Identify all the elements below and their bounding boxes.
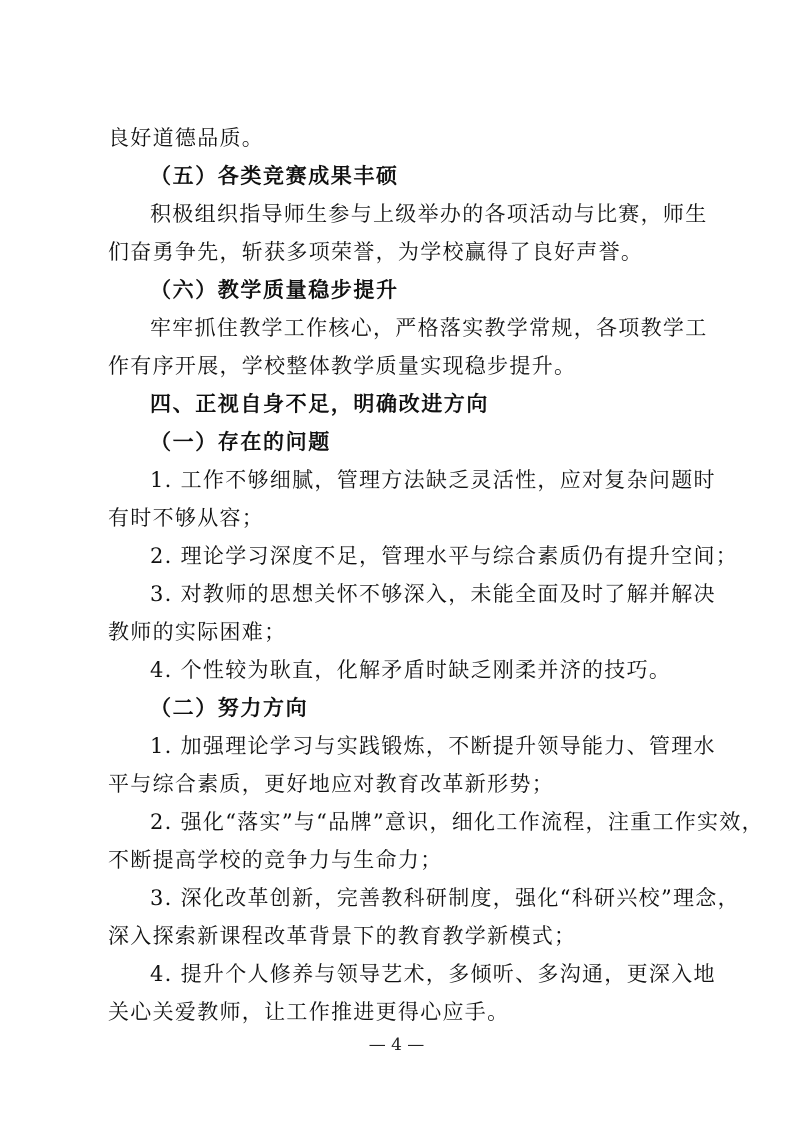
- list-item-line: 平与综合素质，更好地应对教育改革新形势；: [108, 772, 554, 796]
- list-item-line: 深入探索新课程改革背景下的教育教学新模式；: [108, 924, 577, 948]
- subsection-heading-problems: （一）存在的问题: [150, 430, 331, 454]
- list-item-line: 2. 强化“落实”与“品牌”意识，细化工作流程，注重工作实效，: [150, 810, 764, 834]
- list-item-line: 1. 加强理论学习与实践锻炼，不断提升领导能力、管理水: [150, 734, 716, 758]
- paragraph-line: 们奋勇争先，斩获多项荣誉，为学校赢得了良好声誉。: [108, 240, 644, 264]
- list-item-line: 2. 理论学习深度不足，管理水平与综合素质仍有提升空间；: [150, 544, 739, 568]
- list-item-line: 教师的实际困难；: [108, 620, 287, 644]
- paragraph-line: 积极组织指导师生参与上级举办的各项活动与比赛，师生: [150, 202, 708, 226]
- list-item-line: 不断提高学校的竞争力与生命力；: [108, 848, 443, 872]
- page-number: — 4 —: [368, 1035, 425, 1055]
- list-item-line: 关心关爱教师，让工作推进更得心应手。: [108, 1000, 510, 1024]
- paragraph-line: 牢牢抓住教学工作核心，严格落实教学常规，各项教学工: [150, 316, 708, 340]
- section-heading-5: （五）各类竞赛成果丰硕: [150, 164, 399, 188]
- list-item-line: 3. 对教师的思想关怀不够深入，未能全面及时了解并解决: [150, 582, 716, 606]
- chapter-heading-4: 四、正视自身不足，明确改进方向: [150, 392, 489, 416]
- paragraph-line: 良好道德品质。: [108, 126, 265, 150]
- list-item-line: 有时不够从容；: [108, 506, 265, 530]
- list-item-line: 1. 工作不够细腻，管理方法缺乏灵活性，应对复杂问题时: [150, 468, 716, 492]
- subsection-heading-direction: （二）努力方向: [150, 696, 309, 720]
- list-item-line: 4. 提升个人修养与领导艺术，多倾听、多沟通，更深入地: [150, 962, 716, 986]
- section-heading-6: （六）教学质量稳步提升: [150, 278, 399, 302]
- paragraph-line: 作有序开展，学校整体教学质量实现稳步提升。: [108, 354, 577, 378]
- list-item-line: 3. 深化改革创新，完善教科研制度，强化“科研兴校”理念，: [150, 886, 740, 910]
- list-item-line: 4. 个性较为耿直，化解矛盾时缺乏刚柔并济的技巧。: [150, 658, 672, 682]
